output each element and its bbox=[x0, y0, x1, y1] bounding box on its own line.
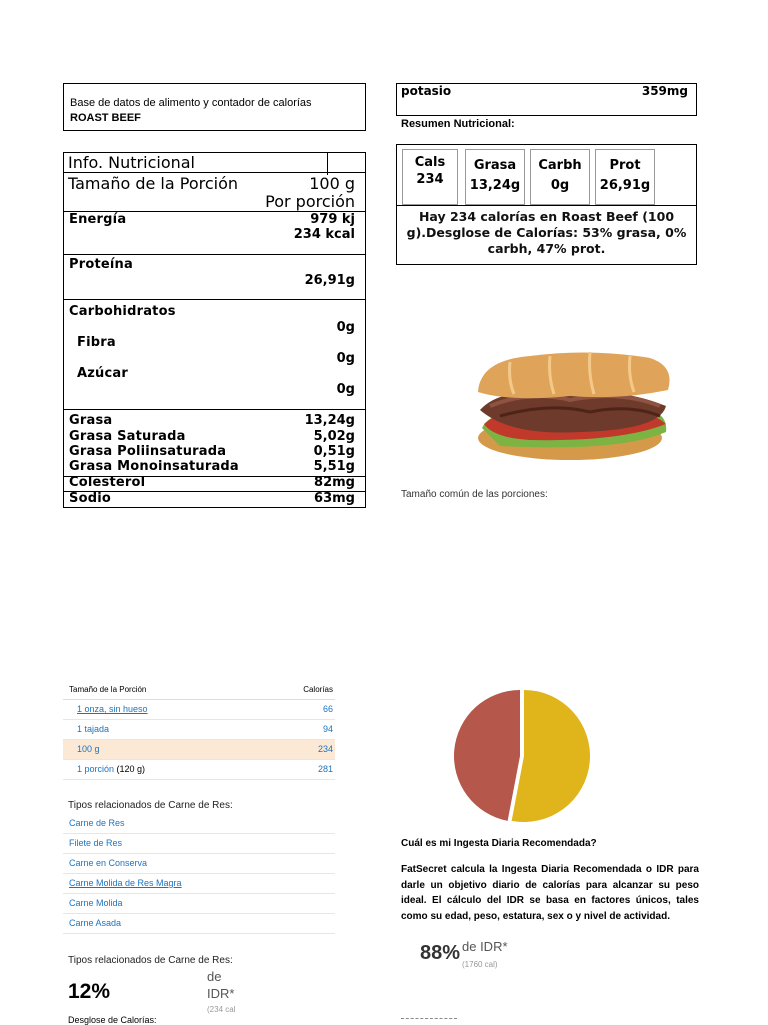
portion-link[interactable]: 1 porción bbox=[77, 764, 115, 774]
sandwich-image bbox=[470, 340, 675, 470]
food-name: ROAST BEEF bbox=[70, 112, 141, 124]
saturated-fat-label: Grasa Saturada bbox=[69, 429, 186, 444]
polyunsaturated-fat-value: 0,51g bbox=[313, 444, 355, 459]
summary-carbs-label: Carbh bbox=[538, 158, 582, 173]
fiber-label: Fibra bbox=[77, 335, 116, 350]
idr-label-small bbox=[207, 968, 234, 1002]
pie-slice-fat bbox=[512, 690, 590, 822]
energy-kj: 979 kj bbox=[310, 212, 355, 227]
sodium-label: Sodio bbox=[69, 491, 111, 506]
portion-calories: 234 bbox=[317, 744, 333, 754]
summary-fat-value: 13,24g bbox=[469, 178, 521, 193]
sodium-value: 63mg bbox=[314, 491, 355, 506]
idr-percent: 88% bbox=[420, 942, 461, 964]
saturated-fat-value: 5,02g bbox=[313, 429, 355, 444]
sugar-label: Azúcar bbox=[77, 366, 128, 381]
potassium-label: potasio bbox=[401, 84, 452, 98]
cholesterol-value: 82mg bbox=[314, 475, 355, 490]
nutrition-title: Info. Nutricional bbox=[68, 153, 195, 172]
potassium-row bbox=[396, 83, 697, 116]
calorie-pie-chart bbox=[450, 686, 595, 826]
fat-label: Grasa bbox=[69, 413, 113, 428]
related-item[interactable]: Carne Asada bbox=[63, 914, 335, 934]
portion-calories: 66 bbox=[322, 704, 333, 714]
idr-label: de IDR* bbox=[462, 939, 508, 954]
portion-column-header: Tamaño de la Porción bbox=[69, 685, 147, 694]
polyunsaturated-fat-label: Grasa Poliinsaturada bbox=[69, 444, 227, 459]
nutrition-summary-box bbox=[396, 144, 697, 265]
portion-row[interactable] bbox=[63, 720, 335, 740]
related-types-list bbox=[63, 814, 335, 934]
cholesterol-label: Colesterol bbox=[69, 475, 146, 490]
summary-calories bbox=[402, 149, 458, 205]
portion-size-value: 100 g bbox=[309, 174, 355, 193]
nutrition-facts-table bbox=[63, 152, 366, 508]
summary-protein-value: 26,91g bbox=[599, 178, 651, 193]
related-item[interactable]: Carne de Res bbox=[63, 814, 335, 834]
summary-carbs-value: 0g bbox=[550, 178, 570, 193]
portion-link[interactable]: 1 tajada bbox=[77, 724, 110, 734]
portion-calories: 281 bbox=[317, 764, 333, 774]
potassium-value: 359mg bbox=[641, 84, 688, 98]
idr-explanation: FatSecret calcula la Ingesta Diaria Recomendada o IDR para darle un objetivo diario de calorías para alcanzar su peso ideal. El cálculo del IDR se basa en factores únicos, tales como su edad, peso, estatura, sex o y nivel de actividad. bbox=[401, 864, 699, 922]
related-item[interactable]: Filete de Res bbox=[63, 834, 335, 854]
related-item[interactable]: Carne en Conserva bbox=[63, 854, 335, 874]
calories-value: 234 bbox=[416, 172, 444, 187]
per-portion-label: Por porción bbox=[265, 192, 355, 211]
related-types-title: Tipos relacionados de Carne de Res: bbox=[68, 800, 233, 811]
pie-slice-protein bbox=[454, 690, 520, 821]
energy-label: Energía bbox=[69, 212, 127, 227]
monounsaturated-fat-label: Grasa Monoinsaturada bbox=[69, 459, 239, 474]
portion-link[interactable]: 100 g bbox=[77, 744, 100, 754]
carbs-label: Carbohidratos bbox=[69, 304, 176, 319]
portion-table-header bbox=[63, 680, 335, 700]
summary-protein-label: Prot bbox=[609, 158, 641, 173]
idr-de: de bbox=[207, 969, 222, 984]
carbs-value: 0g bbox=[336, 320, 355, 335]
calories-column-header: Calorías bbox=[303, 685, 333, 694]
fat-value: 13,24g bbox=[304, 413, 355, 428]
related-item[interactable]: Carne Molida de Res Magra bbox=[63, 874, 335, 894]
portion-link[interactable]: 1 onza, sin hueso bbox=[77, 704, 148, 714]
portion-row-selected[interactable] bbox=[63, 740, 335, 760]
fiber-value: 0g bbox=[336, 351, 355, 366]
energy-kcal: 234 kcal bbox=[293, 227, 355, 242]
protein-value: 26,91g bbox=[304, 273, 355, 288]
idr-question: Cuál es mi Ingesta Diaria Recomendada? bbox=[401, 838, 597, 849]
summary-title: Resumen Nutricional: bbox=[401, 118, 515, 130]
divider bbox=[401, 1018, 457, 1019]
portion-size-label: Tamaño de la Porción bbox=[68, 174, 239, 193]
food-database-header bbox=[63, 83, 366, 131]
calorie-breakdown-text: Hay 234 calorías en Roast Beef (100 g).Desglose de Calorías: 53% grasa, 0% carbh, 47% prot. bbox=[397, 205, 696, 257]
idr-percent-small: 12% bbox=[68, 980, 111, 1003]
summary-protein bbox=[595, 149, 655, 205]
summary-fat bbox=[465, 149, 525, 205]
idr-calories-small: (234 cal bbox=[207, 1005, 236, 1014]
summary-carbs bbox=[530, 149, 590, 205]
portion-calories: 94 bbox=[322, 724, 333, 734]
idr-calories: (1760 cal) bbox=[462, 960, 498, 969]
common-serving-label: Tamaño común de las porciones: bbox=[401, 489, 548, 500]
protein-label: Proteína bbox=[69, 257, 133, 272]
summary-fat-label: Grasa bbox=[473, 158, 517, 173]
portion-size-table bbox=[63, 680, 335, 780]
portion-row[interactable] bbox=[63, 700, 335, 720]
idr-text: IDR* bbox=[207, 986, 235, 1001]
calories-label: Cals bbox=[414, 155, 446, 170]
related-types-title-2: Tipos relacionados de Carne de Res: bbox=[68, 955, 233, 966]
related-item[interactable]: Carne Molida bbox=[63, 894, 335, 914]
sugar-value: 0g bbox=[336, 382, 355, 397]
calorie-breakdown-label: Desglose de Calorías: bbox=[68, 1015, 157, 1025]
monounsaturated-fat-value: 5,51g bbox=[313, 459, 355, 474]
portion-row[interactable] bbox=[63, 760, 335, 780]
portion-extra: (120 g) bbox=[114, 764, 146, 774]
header-subtitle: Base de datos de alimento y contador de calorías bbox=[70, 97, 312, 109]
